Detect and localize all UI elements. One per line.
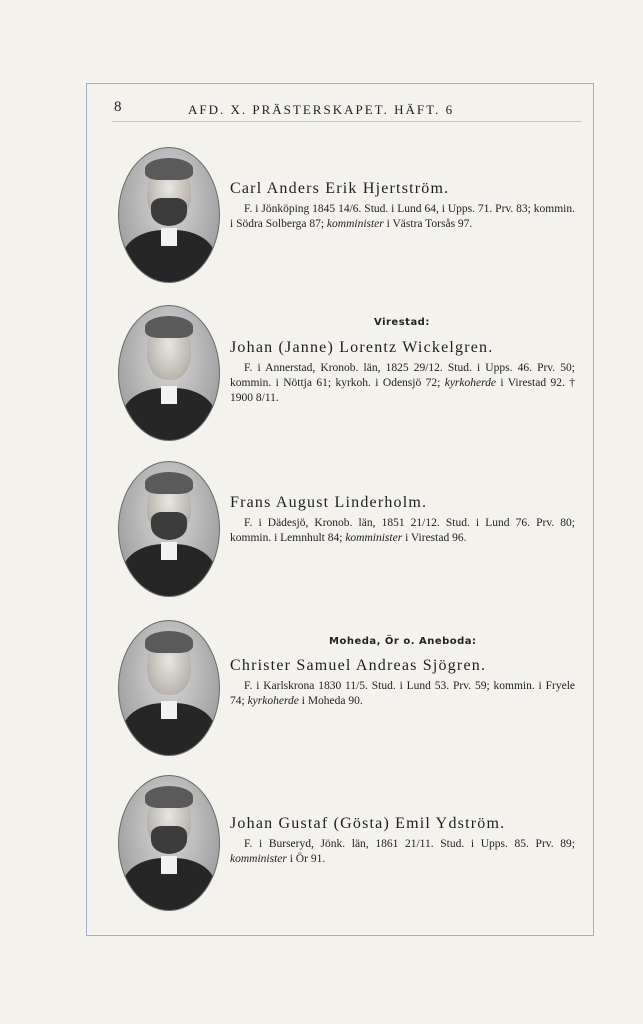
bio-text: F. i Annerstad, Kronob. län, 1825 29/12. Stud. i Upps. 46. Prv. 50; kommin. i Nöttja 61; kyrkoh. i Odensjö 72; [230,362,575,389]
entry-name: Christer Samuel Andreas Sjögren. [230,657,487,674]
bio-text: i Virestad 96. [402,532,467,544]
bio-title-italic: kyrkoherde [444,377,497,389]
entry-bio [230,202,575,232]
entry-bio [230,516,575,546]
parish-heading: Moheda, Ör o. Aneboda: [329,636,477,647]
portrait-image [118,305,220,441]
entry-bio [230,679,575,709]
parish-heading: Virestad: [374,317,430,328]
bio-title-italic: kyrkoherde [247,695,299,707]
bio-title-italic: komminister [230,853,287,865]
bio-text: i Ör 91. [286,853,326,865]
entry-name: Johan Gustaf (Gösta) Emil Ydström. [230,815,506,832]
bio-title-italic: komminister [345,532,403,544]
header-rule [112,121,582,122]
portrait-image [118,461,220,597]
portrait-image [118,147,220,283]
entry-name: Johan (Janne) Lorentz Wickelgren. [230,339,494,356]
running-title: AFD. X. PRÄSTERSKAPET. HÄFT. 6 [188,102,455,117]
bio-text: F. i Jönköping 1845 14/6. Stud. i Lund 64, i Upps. 71. Prv. 83; kommin. i Södra Solberga 87; [230,203,575,230]
bio-text: F. i Karlskrona 1830 11/5. Stud. i Lund 53. Prv. 59; kommin. i Fryele 74; [230,680,575,707]
entry-bio [230,837,575,867]
bio-text: i Virestad 92. † 1900 8/11. [230,377,575,404]
bio-text: F. i Dädesjö, Kronob. län, 1851 21/12. Stud. i Lund 76. Prv. 80; kommin. i Lemnhult 84; [230,517,575,544]
bio-text: i Moheda 90. [298,695,363,707]
entry-name: Carl Anders Erik Hjertström. [230,180,450,197]
bio-text: F. i Burseryd, Jönk. län, 1861 21/11. Stud. i Upps. 85. Prv. 89; [244,838,575,850]
entry-name: Frans August Linderholm. [230,494,428,511]
portrait-image [118,775,220,911]
entry-bio [230,361,575,406]
bio-title-italic: komminister [326,218,384,230]
page-number: 8 [114,99,122,115]
bio-text: i Västra Torsås 97. [383,218,473,230]
page-header [112,99,582,119]
portrait-image [118,620,220,756]
